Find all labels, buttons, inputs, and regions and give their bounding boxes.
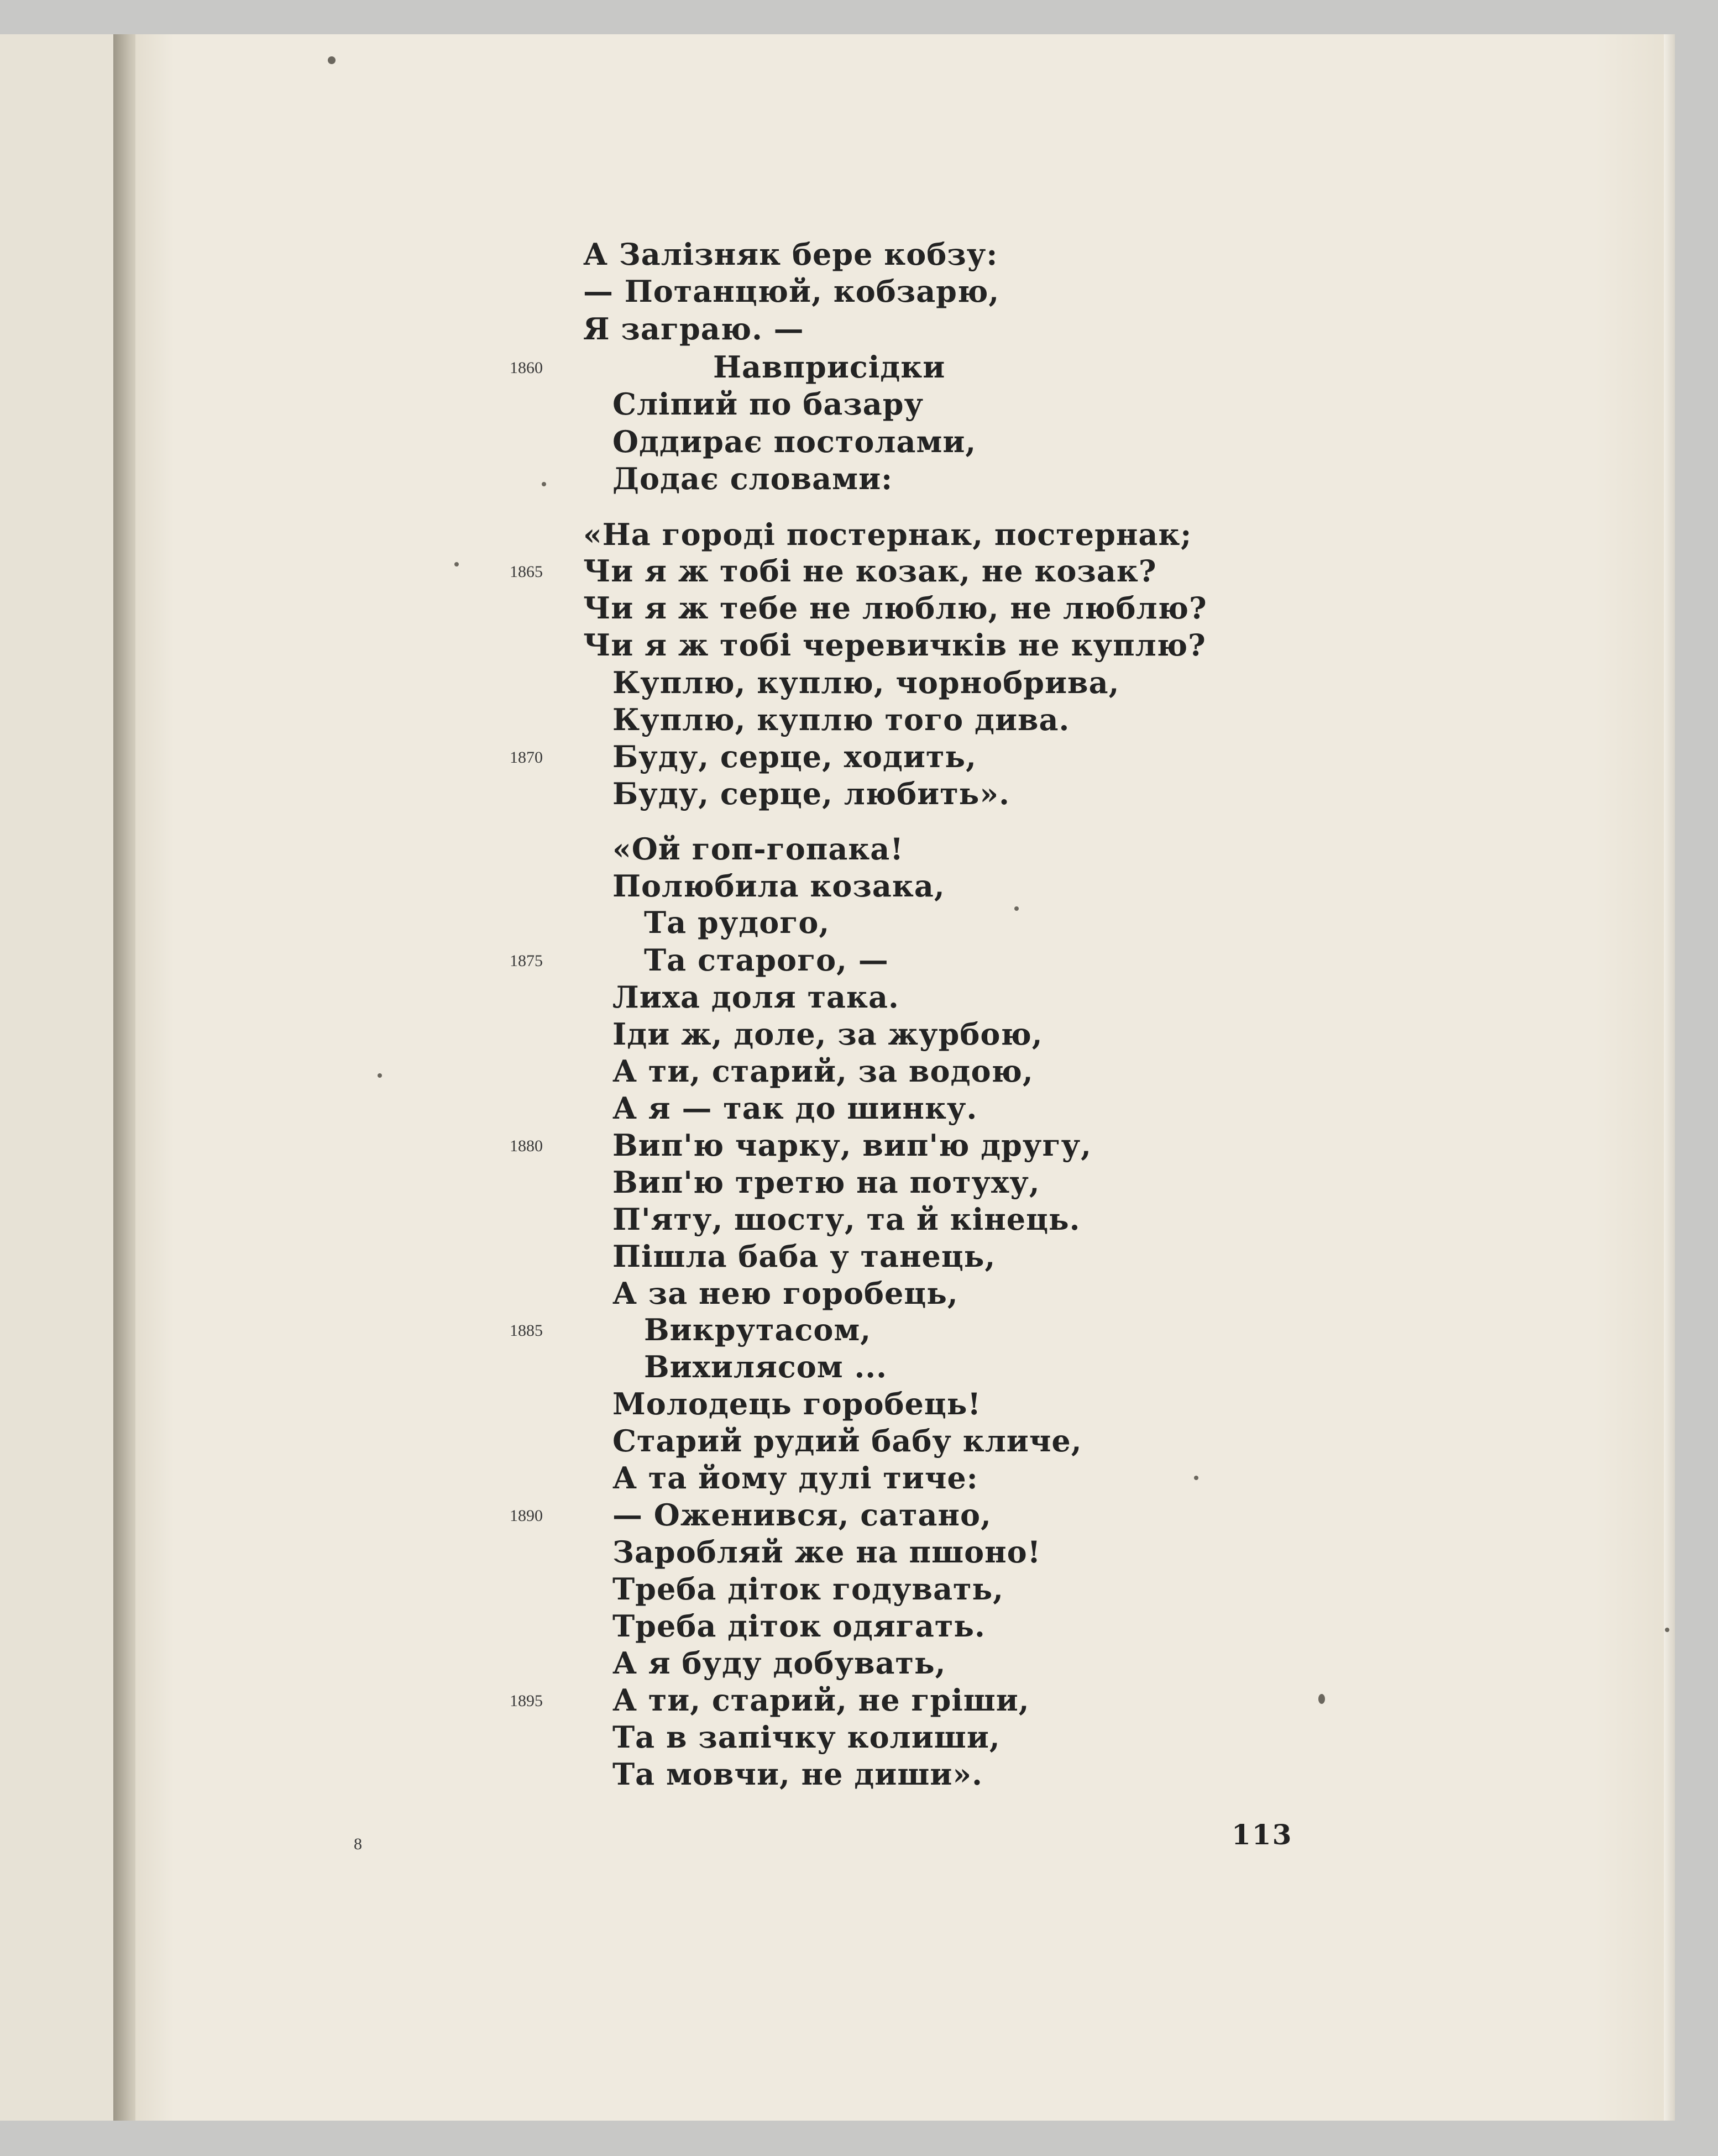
line-number: 1860 (510, 359, 543, 377)
poem-line: Та в запічку колиши, (612, 1719, 1001, 1755)
paper-speck (328, 56, 336, 64)
poem-line: А Залізняк бере кобзу: (583, 237, 998, 272)
poem-line: Вип'ю третю на потуху, (612, 1164, 1040, 1200)
poem-line: Лиха доля така. (612, 979, 899, 1015)
poem-line: Та старого, — (644, 942, 889, 978)
line-number: 1870 (510, 748, 543, 767)
poem-line: Куплю, куплю того дива. (612, 702, 1070, 737)
line-number: 1875 (510, 952, 543, 970)
poem-line: Навприсідки (713, 349, 946, 385)
poem-line: П'яту, шосту, та й кінець. (612, 1202, 1081, 1237)
paper-speck (378, 1073, 382, 1078)
poem-line: Полюбила козака, (612, 868, 945, 904)
poem-line: Чи я ж тобі не козак, не козак? (583, 553, 1157, 589)
line-number: 1885 (510, 1321, 543, 1340)
poem-line: — Оженився, сатано, (612, 1497, 992, 1533)
paper-speck (542, 482, 546, 486)
poem-line: А ти, старий, за водою, (612, 1053, 1034, 1089)
signature-mark: 8 (354, 1835, 362, 1853)
poem-line: А ти, старий, не гріши, (612, 1682, 1030, 1718)
poem-line: Та рудого, (644, 905, 830, 940)
poem-line: Я заграю. — (583, 311, 804, 347)
line-number: 1865 (510, 563, 543, 581)
poem-line: А я — так до шинку. (612, 1090, 978, 1126)
line-number: 1895 (510, 1692, 543, 1710)
poem-line: Треба діток годувать, (612, 1571, 1004, 1607)
poem-line: Заробляй же на пшоно! (612, 1534, 1041, 1570)
poem-line: Пішла баба у танець, (612, 1239, 996, 1274)
poem-line: «На городі постернак, постернак; (583, 517, 1192, 552)
line-number: 1880 (510, 1137, 543, 1155)
poem-line: Молодець горобець! (612, 1386, 982, 1421)
poem-line: А та йому дулі тиче: (612, 1460, 978, 1496)
poem-line: «Ой гоп-гопака! (612, 831, 904, 867)
paper-speck (1665, 1628, 1669, 1632)
poem-line: Іди ж, доле, за журбою, (612, 1016, 1043, 1052)
right-page-edge (1664, 34, 1675, 2121)
poem-line: Оддирає постолами, (612, 424, 977, 459)
poem-line: — Потанцюй, кобзарю, (583, 274, 1000, 309)
poem-line: Буду, серце, ходить, (612, 739, 977, 774)
poem-line: А за нею горобець, (612, 1276, 958, 1311)
paper-speck (454, 562, 459, 566)
poem-line: Додає словами: (612, 461, 893, 496)
poem-line: Вип'ю чарку, вип'ю другу, (612, 1127, 1092, 1163)
poem-line: Чи я ж тобі черевичків не куплю? (583, 627, 1206, 663)
poem-line: Буду, серце, любить». (612, 776, 1010, 811)
poem-line: Старий рудий бабу кличе, (612, 1423, 1082, 1459)
poem-line: А я буду добувать, (612, 1645, 946, 1681)
line-number: 1890 (510, 1507, 543, 1525)
left-page-edge (0, 34, 113, 2121)
paper-speck (1318, 1694, 1325, 1704)
poem-line: Треба діток одягать. (612, 1608, 986, 1644)
poem-line: Сліпий по базару (612, 386, 924, 422)
paper-speck (1014, 906, 1019, 911)
page-number: 113 (1232, 1818, 1293, 1851)
paper-speck (1194, 1476, 1198, 1480)
poem-line: Вихилясом ... (644, 1349, 887, 1384)
poem-line: Чи я ж тебе не люблю, не люблю? (583, 590, 1207, 626)
poem-line: Та мовчи, не диши». (612, 1756, 983, 1792)
poem-line: Куплю, куплю, чорнобрива, (612, 665, 1120, 700)
poem-line: Викрутасом, (644, 1312, 872, 1347)
